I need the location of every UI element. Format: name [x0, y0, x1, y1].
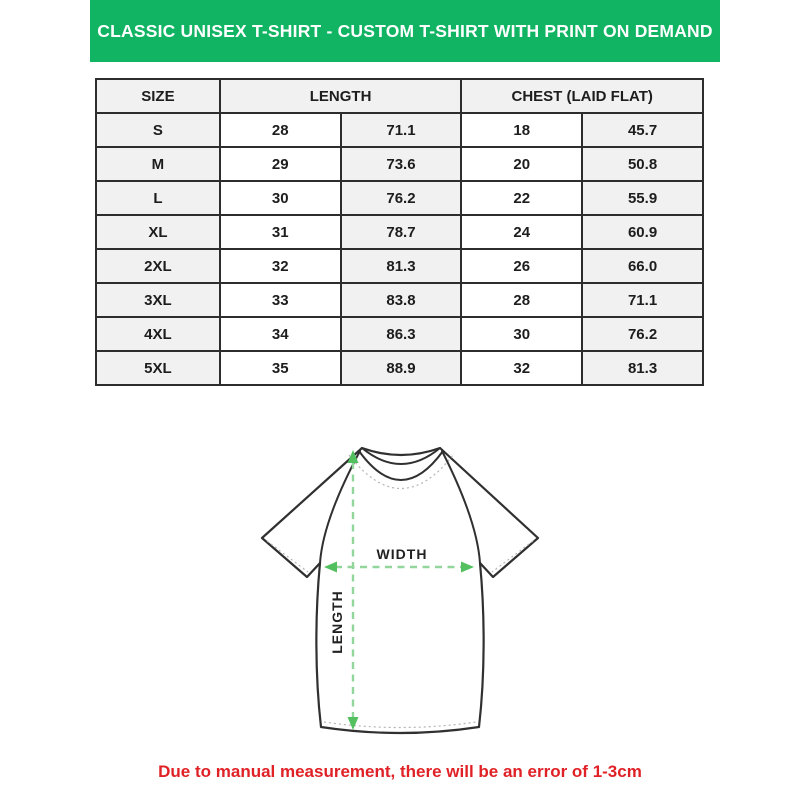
header-row: [96, 79, 703, 113]
length-in-cell: 29: [220, 147, 341, 181]
chest-in-cell: 32: [461, 351, 582, 385]
length-cm-cell: 71.1: [341, 113, 462, 147]
length-in-cell: 28: [220, 113, 341, 147]
length-in-cell: 30: [220, 181, 341, 215]
length-cm-cell: 78.7: [341, 215, 462, 249]
length-in-cell: 31: [220, 215, 341, 249]
chest-cm-cell: 81.3: [582, 351, 703, 385]
size-cell: M: [96, 147, 220, 181]
product-title-banner: [90, 0, 720, 62]
chest-cm-cell: 60.9: [582, 215, 703, 249]
chest-cm-cell: 76.2: [582, 317, 703, 351]
chest-in-cell: 22: [461, 181, 582, 215]
width-label: WIDTH: [376, 546, 428, 562]
tshirt-outline: [262, 448, 538, 733]
size-cell: 3XL: [96, 283, 220, 317]
size-cell: 5XL: [96, 351, 220, 385]
table-row: [96, 215, 703, 249]
measurement-disclaimer: Due to manual measurement, there will be an error of 1-3cm: [158, 762, 642, 781]
length-cm-cell: 81.3: [341, 249, 462, 283]
length-cm-cell: 86.3: [341, 317, 462, 351]
length-cm-cell: 73.6: [341, 147, 462, 181]
chest-cm-cell: 55.9: [582, 181, 703, 215]
chest-in-cell: 24: [461, 215, 582, 249]
size-cell: 2XL: [96, 249, 220, 283]
length-cm-cell: 76.2: [341, 181, 462, 215]
size-cell: L: [96, 181, 220, 215]
chest-cm-cell: 45.7: [582, 113, 703, 147]
table-row: [96, 113, 703, 147]
chest-cm-cell: 71.1: [582, 283, 703, 317]
length-label: LENGTH: [329, 590, 345, 654]
chest-in-cell: 18: [461, 113, 582, 147]
length-in-cell: 32: [220, 249, 341, 283]
product-title: CLASSIC UNISEX T-SHIRT - CUSTOM T-SHIRT WITH PRINT ON DEMAND: [97, 20, 713, 41]
chest-in-cell: 26: [461, 249, 582, 283]
col-header-chest: CHEST (LAID FLAT): [461, 79, 703, 113]
length-cm-cell: 83.8: [341, 283, 462, 317]
size-cell: 4XL: [96, 317, 220, 351]
col-header-length: LENGTH: [220, 79, 462, 113]
size-cell: S: [96, 113, 220, 147]
size-chart-container: [95, 78, 704, 386]
size-chart-table: [95, 78, 704, 386]
table-row: [96, 249, 703, 283]
length-in-cell: 34: [220, 317, 341, 351]
tshirt-diagram: [235, 425, 565, 755]
table-row: [96, 181, 703, 215]
length-in-cell: 35: [220, 351, 341, 385]
chest-in-cell: 28: [461, 283, 582, 317]
table-row: [96, 283, 703, 317]
size-cell: XL: [96, 215, 220, 249]
table-row: [96, 351, 703, 385]
table-row: [96, 147, 703, 181]
col-header-size: SIZE: [96, 79, 220, 113]
length-cm-cell: 88.9: [341, 351, 462, 385]
length-in-cell: 33: [220, 283, 341, 317]
chest-in-cell: 30: [461, 317, 582, 351]
chest-cm-cell: 50.8: [582, 147, 703, 181]
chest-cm-cell: 66.0: [582, 249, 703, 283]
table-row: [96, 317, 703, 351]
chest-in-cell: 20: [461, 147, 582, 181]
